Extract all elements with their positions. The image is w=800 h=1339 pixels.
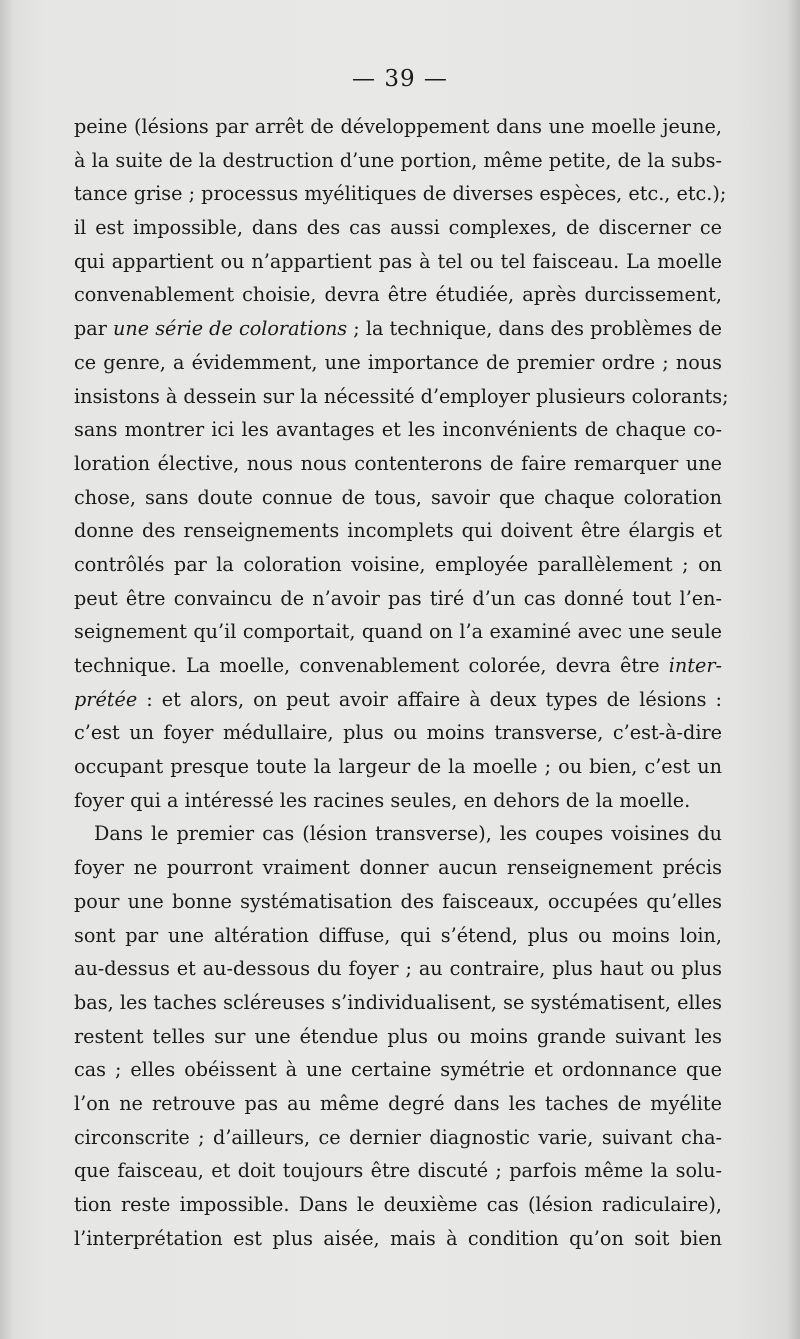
text-line: tance grise ; processus myélitiques de diverses espèces, etc., etc.);	[74, 182, 727, 206]
text-line: c’est un foyer médullaire, plus ou moins transverse, c’est-à-dire	[74, 721, 722, 745]
text-line: il est impossible, dans des cas aussi complexes, de discerner ce	[74, 216, 722, 240]
text-line: sans montrer ici les avantages et les inconvénients de chaque co-	[74, 418, 722, 442]
text-line: loration élective, nous nous contenterons de faire remarquer une	[74, 451, 722, 475]
italic-text: prétée	[74, 687, 138, 711]
text-line: sont par une altération diffuse, qui s’étend, plus ou moins loin,	[74, 923, 722, 947]
text-line: foyer qui a intéressé les racines seules, en dehors de la moelle.	[74, 788, 691, 812]
text-line: tion reste impossible. Dans le deuxième cas (lésion radiculaire),	[74, 1193, 722, 1216]
text-line: qui appartient ou n’appartient pas à tel ou tel faisceau. La moelle	[74, 249, 722, 273]
text-line	[74, 683, 722, 717]
text-line: contrôlés par la coloration voisine, employée parallèlement ; on	[74, 552, 722, 576]
text-line: convenablement choisie, devra être étudiée, après durcissement,	[74, 283, 722, 307]
text-line: restent telles sur une étendue plus ou moins grande suivant les	[74, 1024, 722, 1048]
text-line: peut être convaincu de n’avoir pas tiré d’un cas donné tout l’en-	[74, 586, 722, 610]
text-line: bas, les taches scléreuses s’individualisent, se systématisent, elles	[74, 990, 722, 1014]
text-line: insistons à dessein sur la nécessité d’employer plusieurs colorants;	[74, 384, 729, 408]
text-line: occupant presque toute la largeur de la moelle ; ou bien, c’est un	[74, 755, 722, 779]
text-segment: ; la technique, dans des problèmes de	[347, 317, 723, 341]
text-line: à la suite de la destruction d’une portion, même petite, de la subs-	[74, 148, 722, 172]
text-line: peine (lésions par arrêt de développement dans une moelle jeune,	[74, 115, 722, 138]
text-segment: : et alors, on peut avoir affaire à deux types de lésions :	[137, 687, 722, 711]
page-edge-shadow-right	[786, 0, 800, 1339]
text-line	[74, 312, 722, 346]
text-line: que faisceau, et doit toujours être discuté ; parfois même la solu-	[74, 1159, 722, 1183]
text-line: l’on ne retrouve pas au même degré dans les taches de myélite	[74, 1091, 722, 1115]
italic-text: une série de colorations	[113, 317, 348, 341]
page-edge-shadow-left	[0, 0, 14, 1339]
text-line: donne des renseignements incomplets qui doivent être élargis et	[74, 519, 722, 543]
text-line: seignement qu’il comportait, quand on l’a examiné avec une seule	[74, 620, 722, 644]
text-line: l’interprétation est plus aisée, mais à condition qu’on soit bien	[74, 1226, 722, 1250]
text-line: chose, sans doute connue de tous, savoir que chaque coloration	[74, 485, 722, 509]
page-number: — 39 —	[352, 66, 448, 92]
text-line: foyer ne pourront vraiment donner aucun renseignement précis	[74, 856, 722, 880]
text-segment: technique. La moelle, convenablement colorée, devra être	[74, 654, 669, 677]
text-line: pour une bonne systématisation des faisceaux, occupées qu’elles	[74, 889, 722, 913]
text-line: Dans le premier cas (lésion transverse), les coupes voisines du	[94, 822, 722, 846]
text-line: cas ; elles obéissent à une certaine symétrie et ordonnance que	[74, 1058, 722, 1082]
text-segment: par	[74, 317, 114, 341]
text-line: ce genre, a évidemment, une importance de premier ordre ; nous	[74, 350, 722, 374]
text-line: au-dessus et au-dessous du foyer ; au contraire, plus haut ou plus	[74, 957, 722, 981]
italic-text: inter-	[668, 654, 722, 677]
text-line	[74, 649, 722, 683]
text-line: circonscrite ; d’ailleurs, ce dernier diagnostic varie, suivant cha-	[74, 1125, 722, 1149]
body-text	[74, 110, 729, 1255]
